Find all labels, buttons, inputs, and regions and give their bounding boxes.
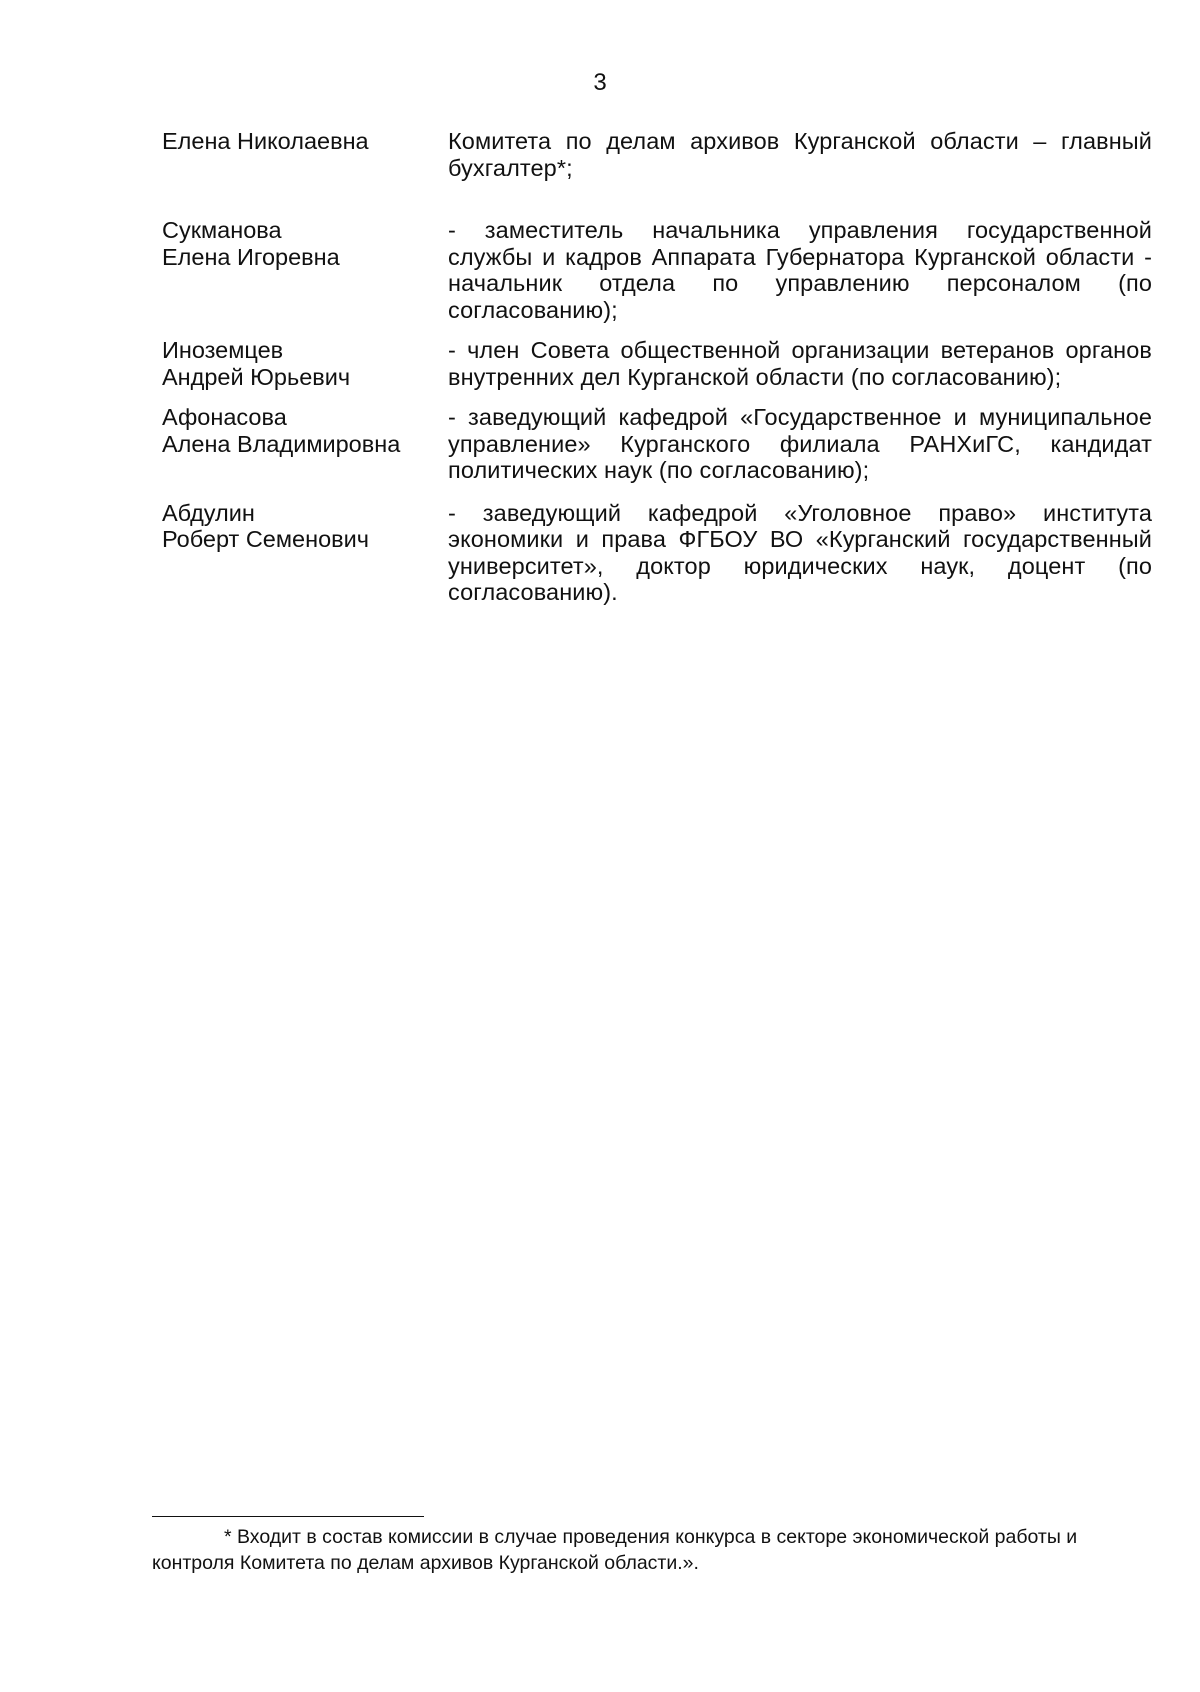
member-name [162,217,448,270]
page-number: 3 [593,69,607,96]
member-row [162,128,1152,181]
footnote [152,1524,1122,1576]
member-name [162,500,448,553]
member-row [162,217,1152,323]
member-surname: Иноземцев [162,337,284,363]
footnote-text: * Входит в состав комиссии в случае проведения конкурса в секторе экономической работы и контроля Комитета по делам архивов Курганской области.». [152,1526,1078,1574]
member-given-names: Елена Игоревна [162,243,340,270]
member-row [162,500,1152,606]
member-row [162,404,1152,484]
member-role: - заведующий кафедрой «Государственное и муниципальное управление» Курганского филиала РАНХиГС, кандидат политических наук (по согласованию); [448,404,1152,483]
member-given-names: Андрей Юрьевич [162,363,351,390]
member-row [162,337,1152,390]
member-surname: Афонасова [162,404,287,430]
member-surname: Сукманова [162,217,282,243]
member-role: - заместитель начальника управления государственной службы и кадров Аппарата Губернатора Курганской области - начальник отдела по управлению персоналом (по согласованию); [448,217,1152,323]
commission-member-list [162,128,1152,606]
member-role: - заведующий кафедрой «Уголовное право» института экономики и права ФГБОУ ВО «Курганский государственный университет», доктор юридических наук, доцент (по согласованию). [448,499,1152,605]
member-name [162,404,448,457]
member-role: - член Совета общественной организации ветеранов органов внутренних дел Курганской области (по согласованию); [448,337,1152,390]
member-given-names: Алена Владимировна [162,430,401,457]
member-surname: Абдулин [162,499,255,526]
member-given-names: Роберт Семенович [162,526,369,552]
member-name-line: Елена Николаевна [162,128,369,154]
member-role: Комитета по делам архивов Курганской области – главный бухгалтер*; [448,128,1152,181]
member-name [162,128,448,155]
member-name [162,337,448,390]
footnote-divider [152,1516,424,1517]
